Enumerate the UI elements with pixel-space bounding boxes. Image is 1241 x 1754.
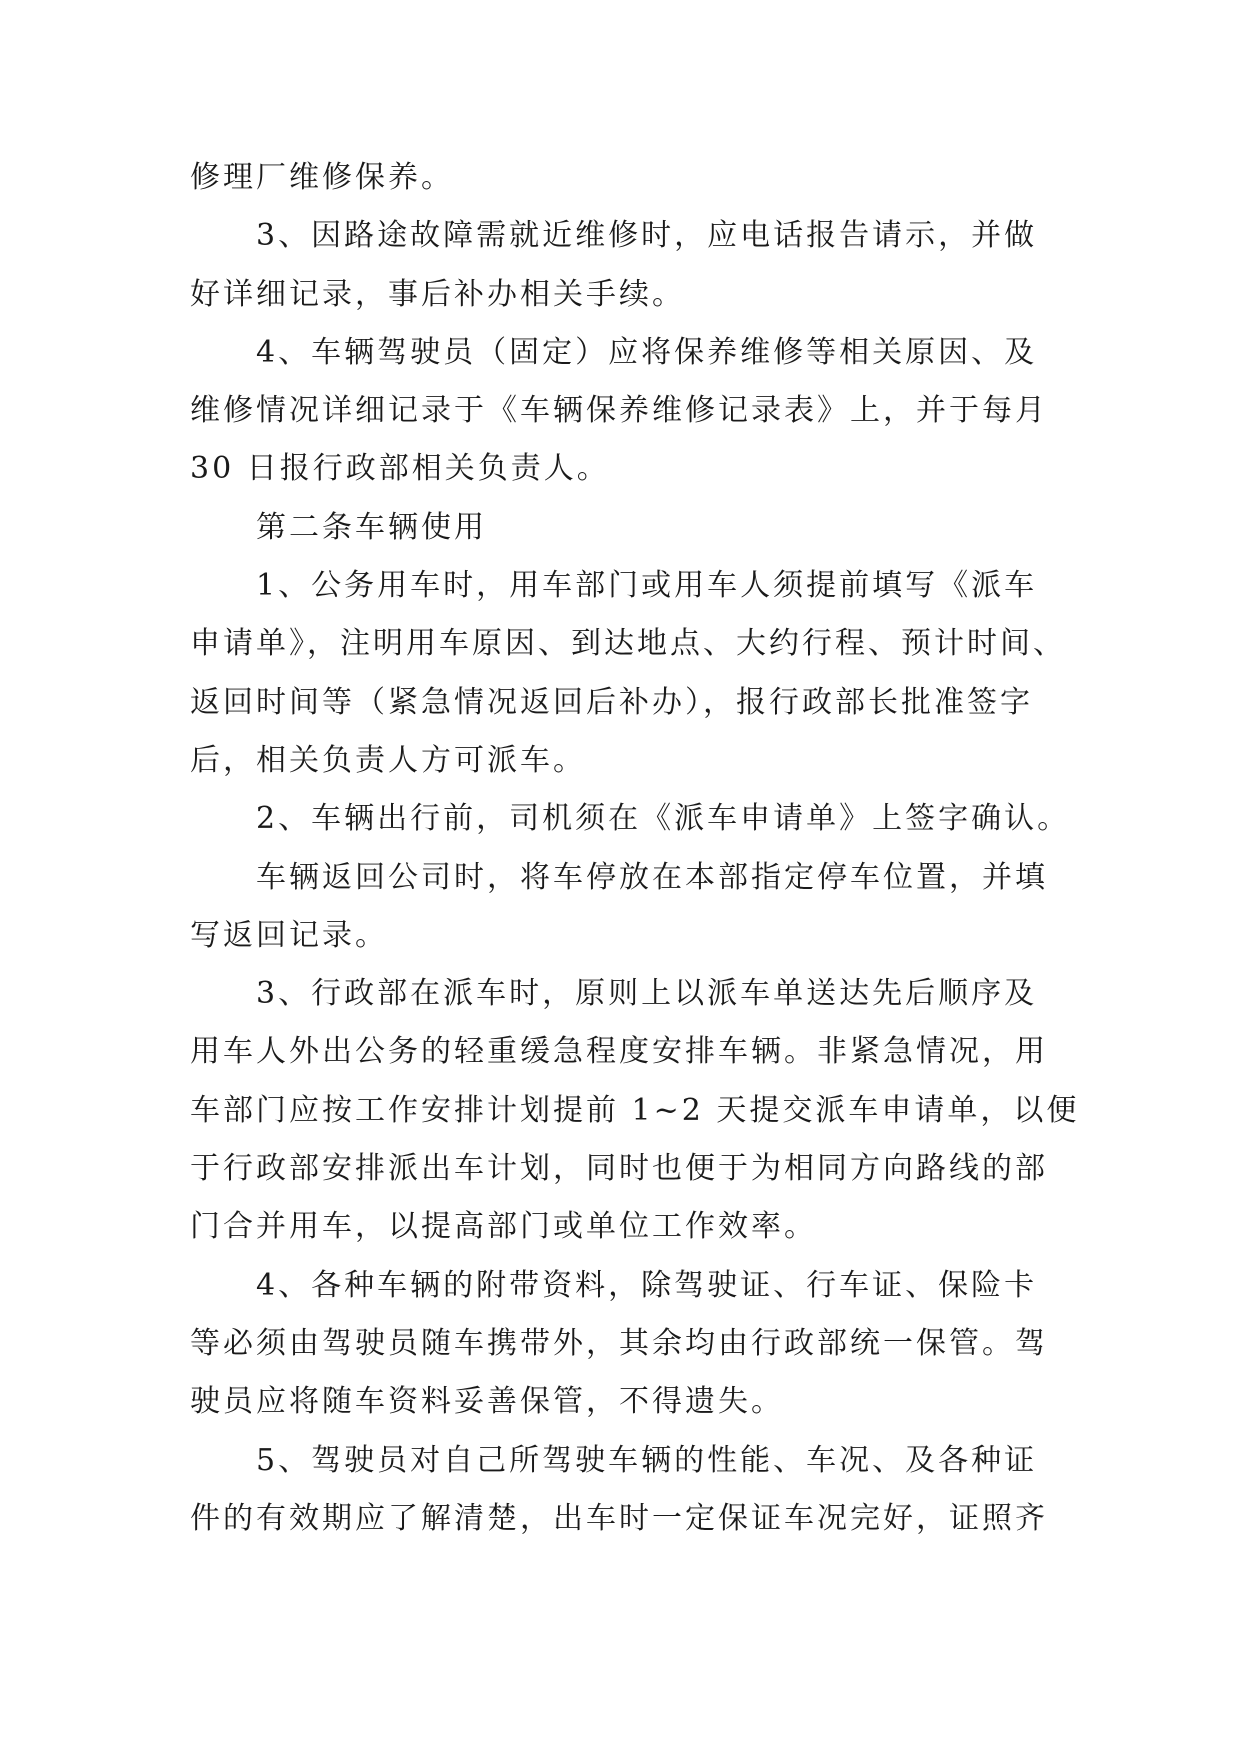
text-line: 写返回记录。 xyxy=(190,917,388,953)
text-line: 维修情况详细记录于《车辆保养维修记录表》上，并于每月 xyxy=(190,393,1048,429)
text-line: 等必须由驾驶员随车携带外，其余均由行政部统一保管。驾 xyxy=(190,1325,1048,1361)
text-line: 车部门应按工作安排计划提前 1~2 天提交派车申请单，以便 xyxy=(190,1092,1080,1128)
text-line: 后，相关负责人方可派车。 xyxy=(190,742,586,778)
text-line: 3、行政部在派车时，原则上以派车单送达先后顺序及 xyxy=(256,976,1038,1012)
text-line: 返回时间等（紧急情况返回后补办），报行政部长批准签字 xyxy=(190,684,1033,720)
text-line: 门合并用车，以提高部门或单位工作效率。 xyxy=(190,1209,817,1245)
document-body xyxy=(190,158,1080,1557)
text-line: 用车人外出公务的轻重缓急程度安排车辆。非紧急情况，用 xyxy=(190,1034,1048,1070)
text-line: 驶员应将随车资料妥善保管，不得遗失。 xyxy=(190,1384,784,1420)
text-line: 1、公务用车时，用车部门或用车人须提前填写《派车 xyxy=(256,568,1038,604)
text-line: 5、驾驶员对自己所驾驶车辆的性能、车况、及各种证 xyxy=(256,1442,1038,1478)
text-line: 第二条车辆使用 xyxy=(256,509,487,545)
text-line: 好详细记录，事后补办相关手续。 xyxy=(190,276,685,312)
text-line: 3、因路途故障需就近维修时，应电话报告请示，并做 xyxy=(256,218,1038,254)
text-line: 件的有效期应了解清楚，出车时一定保证车况完好，证照齐 xyxy=(190,1500,1048,1536)
text-line: 4、车辆驾驶员（固定）应将保养维修等相关原因、及 xyxy=(256,334,1038,370)
text-line: 于行政部安排派出车计划，同时也便于为相同方向路线的部 xyxy=(190,1151,1048,1187)
text-line: 修理厂维修保养。 xyxy=(190,160,454,195)
text-line: 4、各种车辆的附带资料，除驾驶证、行车证、保险卡 xyxy=(256,1267,1038,1303)
text-line: 申请单》，注明用车原因、到达地点、大约行程、预计时间、 xyxy=(190,626,1066,662)
text-line: 30 日报行政部相关负责人。 xyxy=(190,451,610,487)
text-line: 车辆返回公司时，将车停放在本部指定停车位置，并填 xyxy=(256,859,1048,895)
text-line: 2、车辆出行前，司机须在《派车申请单》上签字确认。 xyxy=(256,801,1071,837)
